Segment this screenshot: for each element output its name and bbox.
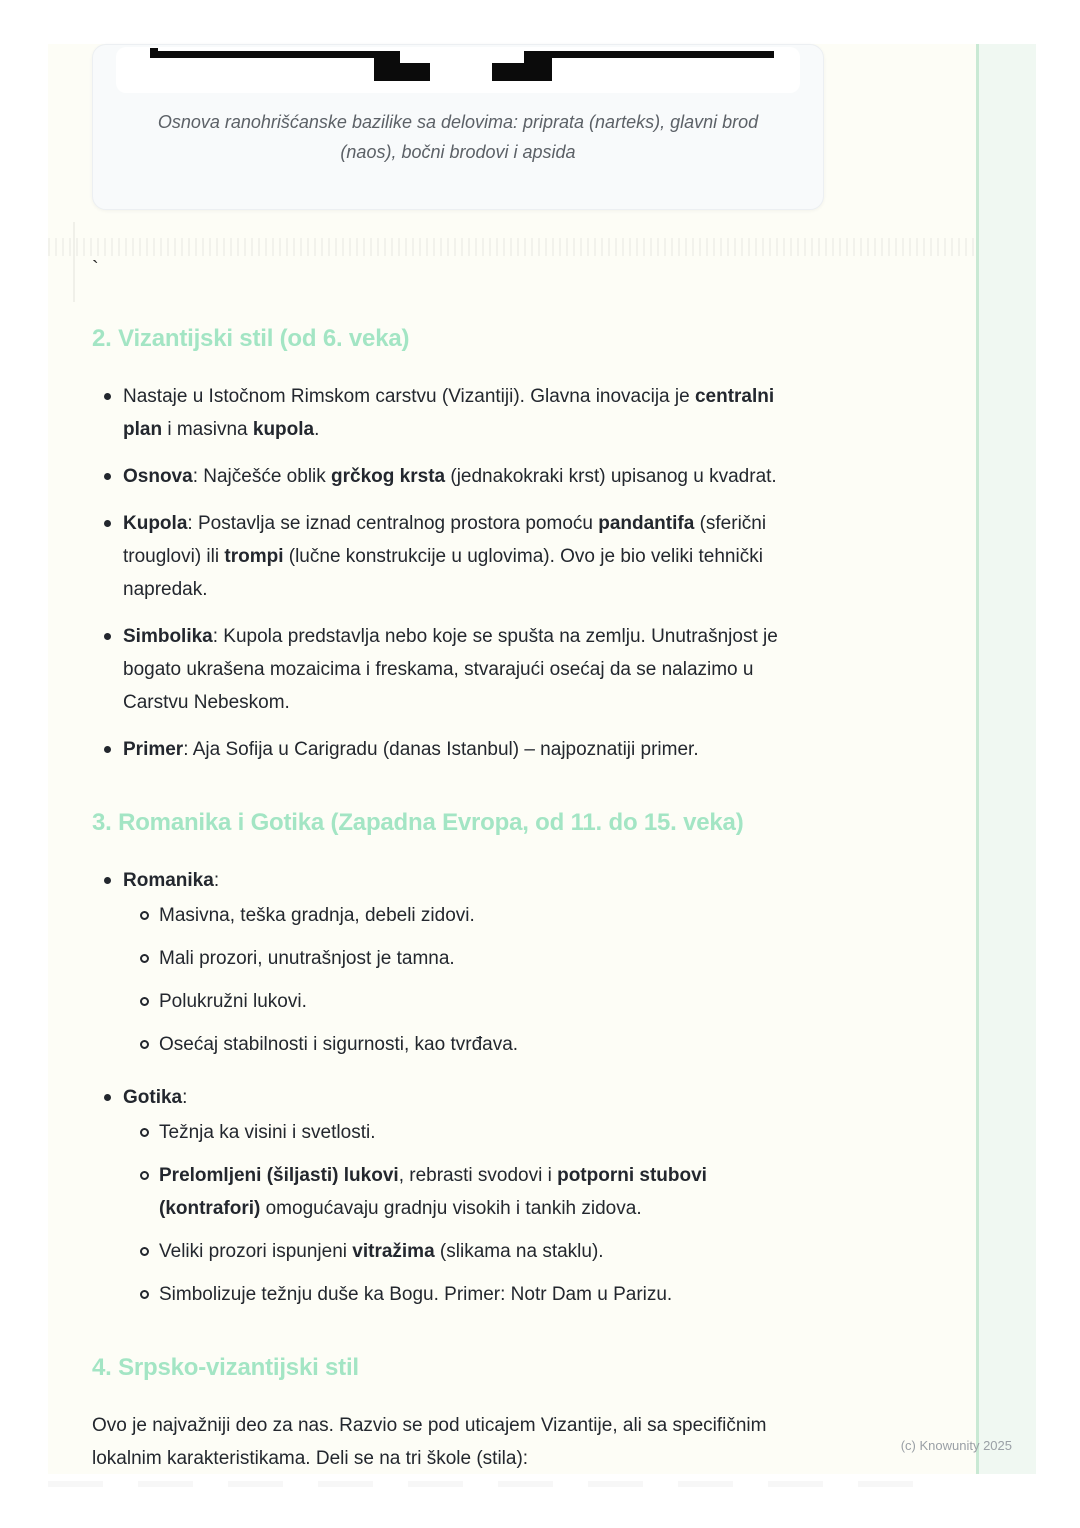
bullet-disc-marker [104, 746, 111, 753]
list-item-text [123, 507, 804, 606]
bold-text-segment: Gotika [123, 1087, 183, 1108]
bold-text-segment: Osnova [123, 466, 193, 487]
text-segment: : [182, 1087, 188, 1108]
list-item-text [159, 899, 475, 932]
list-item [92, 620, 804, 719]
basilica-floorplan-image [116, 47, 800, 93]
bullet-list [92, 864, 804, 1311]
floorplan-fragment [524, 51, 774, 58]
list-item-text [123, 620, 804, 719]
right-accent-panel [979, 44, 1036, 1474]
text-segment: omogućavaju gradnju visokih i tankih zidova. [260, 1198, 642, 1219]
bold-text-segment: centralni plan [123, 386, 775, 440]
list-item [92, 733, 804, 766]
bullet-circle-marker [140, 1040, 149, 1049]
text-segment: : Aja Sofija u Carigradu (danas Istanbul) – najpoznatiji primer. [183, 739, 699, 760]
list-item-text [159, 1235, 604, 1268]
bold-text-segment: grčkog krsta [331, 466, 446, 487]
list-item-text [159, 942, 455, 975]
faint-edge-artifact [73, 222, 75, 302]
bold-text-segment: pandantifa [598, 513, 695, 534]
text-segment: . [314, 419, 320, 440]
floorplan-fragment [400, 63, 430, 81]
list-item-text [123, 460, 777, 493]
text-segment: : Najčešće oblik [192, 466, 332, 487]
text-segment: : Postavlja se iznad centralnog prostora pomoću [187, 513, 599, 534]
bold-text-segment: kupola [252, 419, 315, 440]
text-segment: Simbolizuje težnju duše ka Bogu. Primer: Notr Dam u Parizu. [159, 1284, 673, 1305]
text-segment: : [213, 870, 220, 891]
bullet-disc-marker [104, 633, 111, 640]
list-item [92, 1235, 804, 1268]
list-item [92, 507, 804, 606]
list-item-text [123, 1081, 187, 1114]
floorplan-fragment [524, 51, 552, 81]
list-item [92, 864, 804, 897]
list-item [92, 1159, 804, 1225]
text-segment: Veliki prozori ispunjeni [159, 1241, 353, 1262]
text-segment: Masivna, teška gradnja, debeli zidovi. [159, 905, 475, 926]
list-item-text [159, 985, 307, 1018]
text-segment: (jednakokraki krst) upisanog u kvadrat. [445, 466, 777, 487]
list-item [92, 460, 804, 493]
figure-caption: Osnova ranohrišćanske bazilike sa delovima: priprata (narteks), glavni brod (naos), bočni brodovi i apsida [157, 112, 759, 162]
text-segment: Osećaj stabilnosti i sigurnosti, kao tvrđava. [159, 1034, 519, 1055]
bullet-disc-marker [104, 520, 111, 527]
list-item-text [159, 1028, 518, 1061]
bullet-circle-marker [140, 1128, 149, 1137]
text-segment: Težnja ka visini i svetlosti. [159, 1122, 376, 1143]
list-item-text [123, 733, 699, 766]
bullet-list [92, 380, 804, 766]
bold-text-segment: Primer [123, 739, 184, 760]
list-item [92, 1116, 804, 1149]
text-segment: (lučne konstrukcije u uglovima). Ovo je bio veliki tehnički napredak. [123, 546, 763, 600]
document-content [92, 44, 836, 1475]
bullet-disc-marker [104, 877, 111, 884]
bold-text-segment: Prelomljeni (šiljasti) lukovi [159, 1165, 399, 1186]
floorplan-fragment [492, 63, 524, 81]
stray-backtick-character: ` [92, 258, 99, 280]
bold-text-segment: potporni stubovi (kontrafori) [159, 1165, 707, 1219]
text-segment: Ovo je najvažniji deo za nas. Razvio se pod uticajem Vizantije, ali sa specifičnim lokalnim karakteristikama. Deli se na tri škole (stila): [92, 1415, 767, 1469]
list-item-text [123, 864, 219, 897]
faint-bottom-artifact [48, 1481, 928, 1487]
list-item [92, 899, 804, 932]
bullet-disc-marker [104, 1094, 111, 1101]
section-paragraph [92, 1409, 834, 1475]
list-item [92, 1278, 804, 1311]
list-item [92, 985, 804, 1018]
bold-text-segment: Kupola [123, 513, 188, 534]
bold-text-segment: Romanika [123, 870, 214, 891]
list-item [92, 1081, 804, 1114]
text-segment: (sferični trouglovi) ili [123, 513, 767, 567]
bullet-circle-marker [140, 997, 149, 1006]
bold-text-segment: trompi [224, 546, 284, 567]
text-segment: Nastaje u Istočnom Rimskom carstvu (Vizantiji). Glavna inovacija je [123, 386, 695, 407]
bullet-circle-marker [140, 1171, 149, 1180]
bullet-circle-marker [140, 1247, 149, 1256]
figure-card [92, 44, 824, 210]
text-segment: i masivna [162, 419, 253, 440]
list-item [92, 942, 804, 975]
sections-container [92, 324, 836, 1475]
section-heading: 4. Srpsko-vizantijski stil [92, 1354, 359, 1381]
list-item-text [159, 1159, 804, 1225]
bullet-circle-marker [140, 1290, 149, 1299]
bullet-disc-marker [104, 393, 111, 400]
list-item [92, 380, 804, 446]
text-segment: Mali prozori, unutrašnjost je tamna. [159, 948, 455, 969]
list-item-text [159, 1116, 375, 1149]
copyright-watermark: (c) Knowunity 2025 [900, 1438, 1012, 1453]
floorplan-fragment [374, 51, 400, 81]
bullet-disc-marker [104, 473, 111, 480]
list-item [92, 1028, 804, 1061]
bold-text-segment: vitražima [352, 1241, 435, 1262]
bullet-circle-marker [140, 911, 149, 920]
text-segment: : Kupola predstavlja nebo koje se spušta na zemlju. Unutrašnjost je bogato ukrašena mozaicima i freskama, stvarajući osećaj da se nalazimo u Carstvu Nebeskom. [123, 626, 778, 713]
section-heading: 2. Vizantijski stil (od 6. veka) [92, 325, 410, 352]
text-segment: (slikama na staklu). [434, 1241, 604, 1262]
bullet-circle-marker [140, 954, 149, 963]
text-segment: , rebrasti svodovi i [398, 1165, 558, 1186]
section-heading: 3. Romanika i Gotika (Zapadna Evropa, od 11. do 15. veka) [92, 809, 744, 836]
text-segment: Polukružni lukovi. [159, 991, 307, 1012]
bold-text-segment: Simbolika [123, 626, 213, 647]
floorplan-fragment [150, 51, 400, 58]
list-item-text [159, 1278, 672, 1311]
list-item-text [123, 380, 804, 446]
